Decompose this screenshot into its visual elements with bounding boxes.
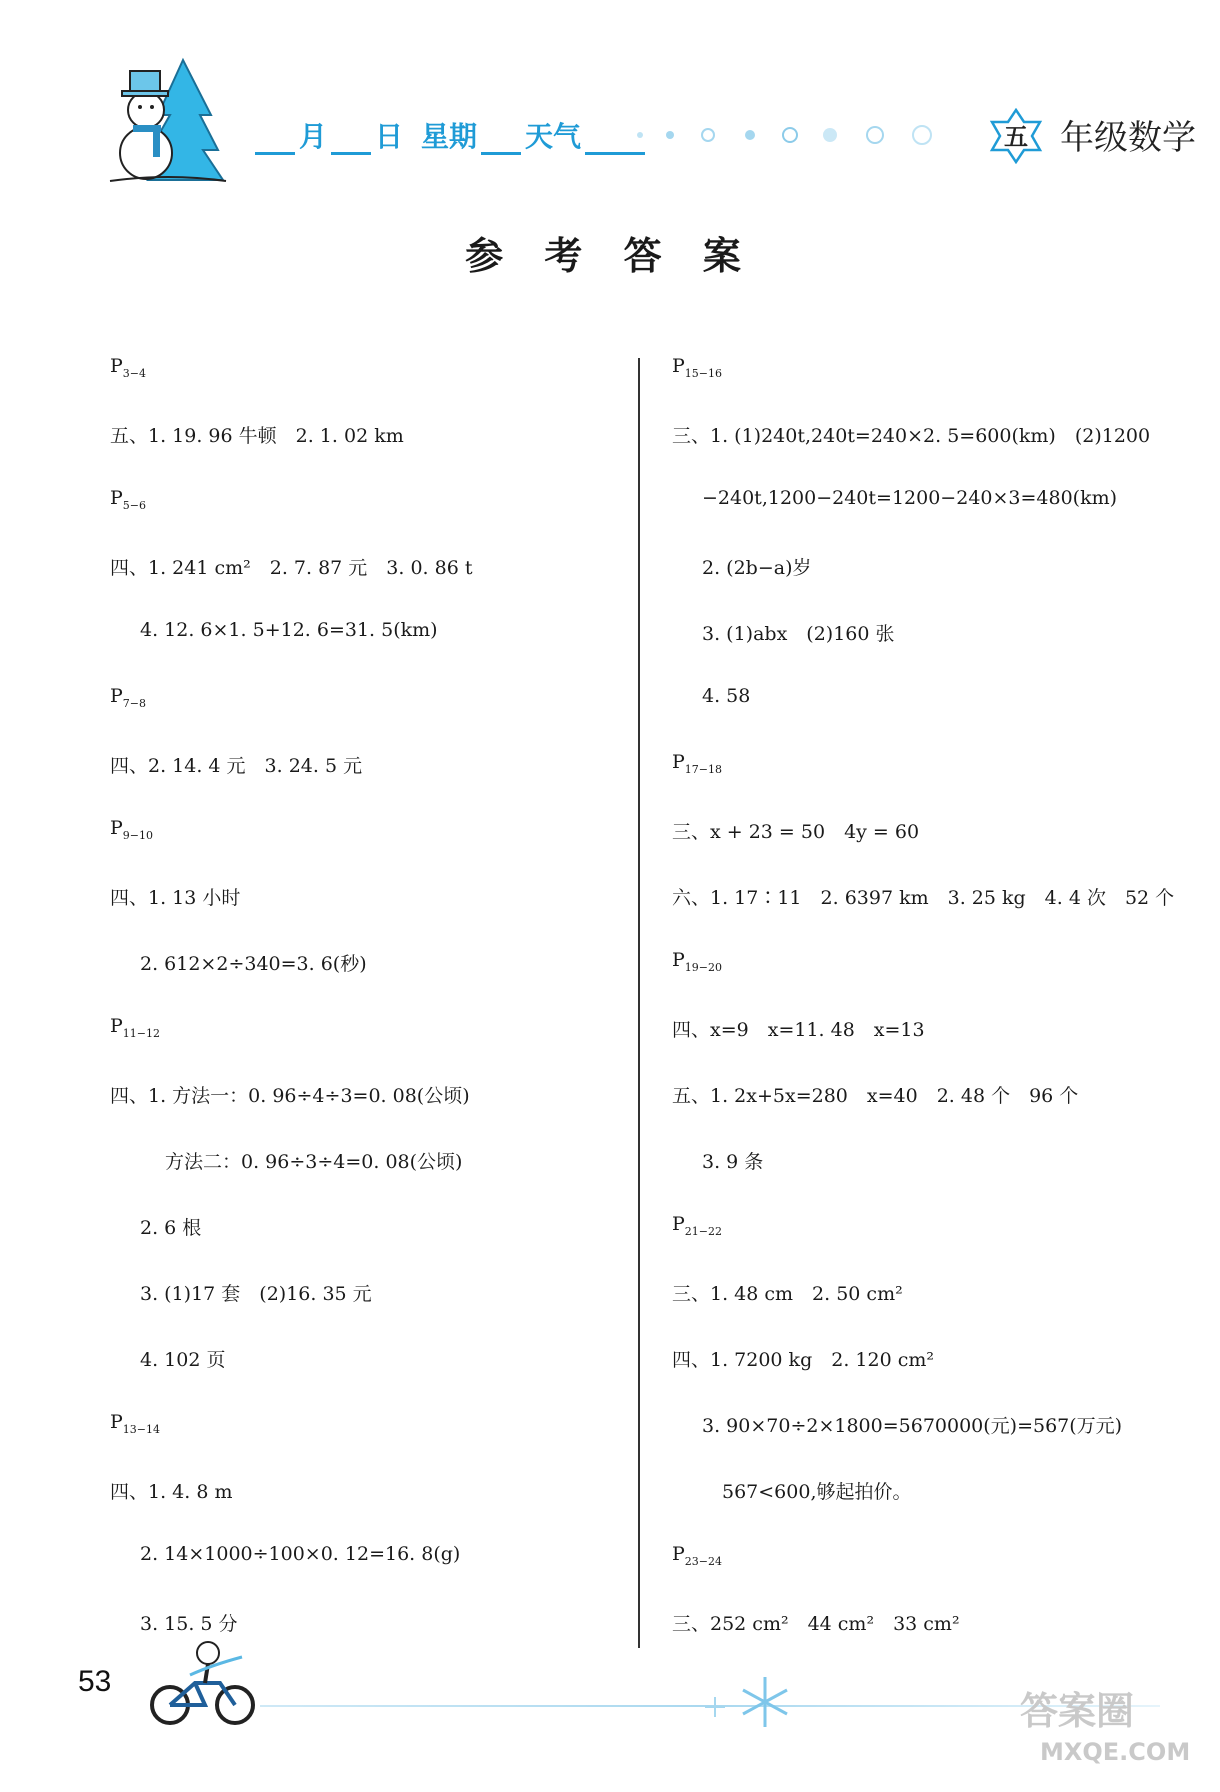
page-prefix: P [110,685,123,707]
page-range: 3−4 [122,366,147,380]
page-range-label [110,685,146,710]
answer-line: 四、1. 4. 8 m [110,1481,233,1503]
answer-line: 四、2. 14. 4 元 3. 24. 5 元 [110,755,363,777]
answer-line: 2. 14×1000÷100×0. 12=16. 8(g) [140,1543,461,1565]
answer-line: 四、1. 方法一：0. 96÷4÷3=0. 08(公顷) [110,1085,470,1107]
snowflake-icon [700,1672,800,1732]
answer-line: 567<600,够起拍价。 [722,1481,912,1503]
answer-line: 四、1. 7200 kg 2. 120 cm² [672,1349,934,1371]
answer-line: 三、1. 48 cm 2. 50 cm² [672,1283,903,1305]
snowman-tree-illustration [108,55,228,185]
page-range-label [110,355,146,380]
page-range-label [672,751,722,776]
bicycle-kid-illustration [150,1635,260,1730]
page-range: 17−18 [684,762,723,776]
answer-line: 2. 612×2÷340=3. 6(秒) [140,953,367,975]
answer-line: 三、1. (1)240t,240t=240×2. 5=600(km) (2)1200 [672,425,1151,447]
answer-line: 3. (1)abx (2)160 张 [702,623,895,645]
answer-line: 四、x=9 x=11. 48 x=13 [672,1019,925,1041]
page-range: 23−24 [684,1554,723,1568]
page-prefix: P [110,355,123,377]
answer-line: 四、1. 241 cm² 2. 7. 87 元 3. 0. 86 t [110,557,473,579]
page-range: 13−14 [122,1422,161,1436]
page-range-label [672,1213,722,1238]
answer-line: 2. (2b−a)岁 [702,557,812,579]
date-weather-line [255,115,645,155]
answer-line: 3. 15. 5 分 [140,1613,238,1635]
page-range: 15−16 [684,366,723,380]
day-label: 日 [375,120,404,153]
answer-line: 三、x + 23 = 50 4y = 60 [672,821,920,843]
page-prefix: P [672,751,685,773]
page-header [0,0,1220,200]
page-range-label [672,355,722,380]
page-range-label [110,1411,160,1436]
snowflake-dots-decoration [630,122,940,148]
answer-line: 3. (1)17 套 (2)16. 35 元 [140,1283,372,1305]
answer-line: 五、1. 2x+5x=280 x=40 2. 48 个 96 个 [672,1085,1079,1107]
weekday-label: 星期 [421,120,478,153]
weather-label: 天气 [525,120,582,153]
page-range: 7−8 [122,696,147,710]
page-range-label [110,487,146,512]
snowflake-badge-icon [988,108,1044,164]
answer-line: −240t,1200−240t=1200−240×3=480(km) [702,487,1118,509]
watermark-text: 答案圈 [1020,1689,1135,1733]
answer-line: 六、1. 17∶11 2. 6397 km 3. 25 kg 4. 4 次 52 个 [672,887,1175,909]
column-divider [638,358,640,1648]
grade-char: 五 [1004,123,1028,151]
page-range: 11−12 [122,1026,161,1040]
answer-line: 4. 12. 6×1. 5+12. 6=31. 5(km) [140,619,438,641]
answer-line: 2. 6 根 [140,1217,202,1239]
answer-line: 4. 58 [702,685,751,707]
page-range: 19−20 [684,960,723,974]
answer-line: 4. 102 页 [140,1349,226,1371]
page-range-label [110,1015,160,1040]
page-range-label [672,949,722,974]
page-range: 21−22 [684,1224,723,1238]
subject-title: 年级数学 [1060,118,1196,158]
page-prefix: P [110,487,123,509]
page-range-label [110,817,153,842]
page-range-label [672,1543,722,1568]
page-prefix: P [110,817,123,839]
page-prefix: P [110,1411,123,1433]
month-label: 月 [299,120,328,153]
page-title: 参 考 答 案 [465,234,755,278]
answer-line: 方法二：0. 96÷3÷4=0. 08(公顷) [165,1151,463,1173]
page-range: 9−10 [122,828,154,842]
page-prefix: P [672,949,685,971]
answer-line: 3. 90×70÷2×1800=5670000(元)=567(万元) [702,1415,1123,1437]
answer-line: 五、1. 19. 96 牛顿 2. 1. 02 km [110,425,404,447]
answer-line: 3. 9 条 [702,1151,764,1173]
page-prefix: P [110,1015,123,1037]
answer-line: 四、1. 13 小时 [110,887,241,909]
answer-line: 三、252 cm² 44 cm² 33 cm² [672,1613,960,1635]
page-number: 53 [78,1665,112,1698]
page-prefix: P [672,1543,685,1565]
page-prefix: P [672,1213,685,1235]
page-range: 5−6 [122,498,147,512]
watermark-url: MXQE.COM [1040,1738,1191,1766]
page-prefix: P [672,355,685,377]
